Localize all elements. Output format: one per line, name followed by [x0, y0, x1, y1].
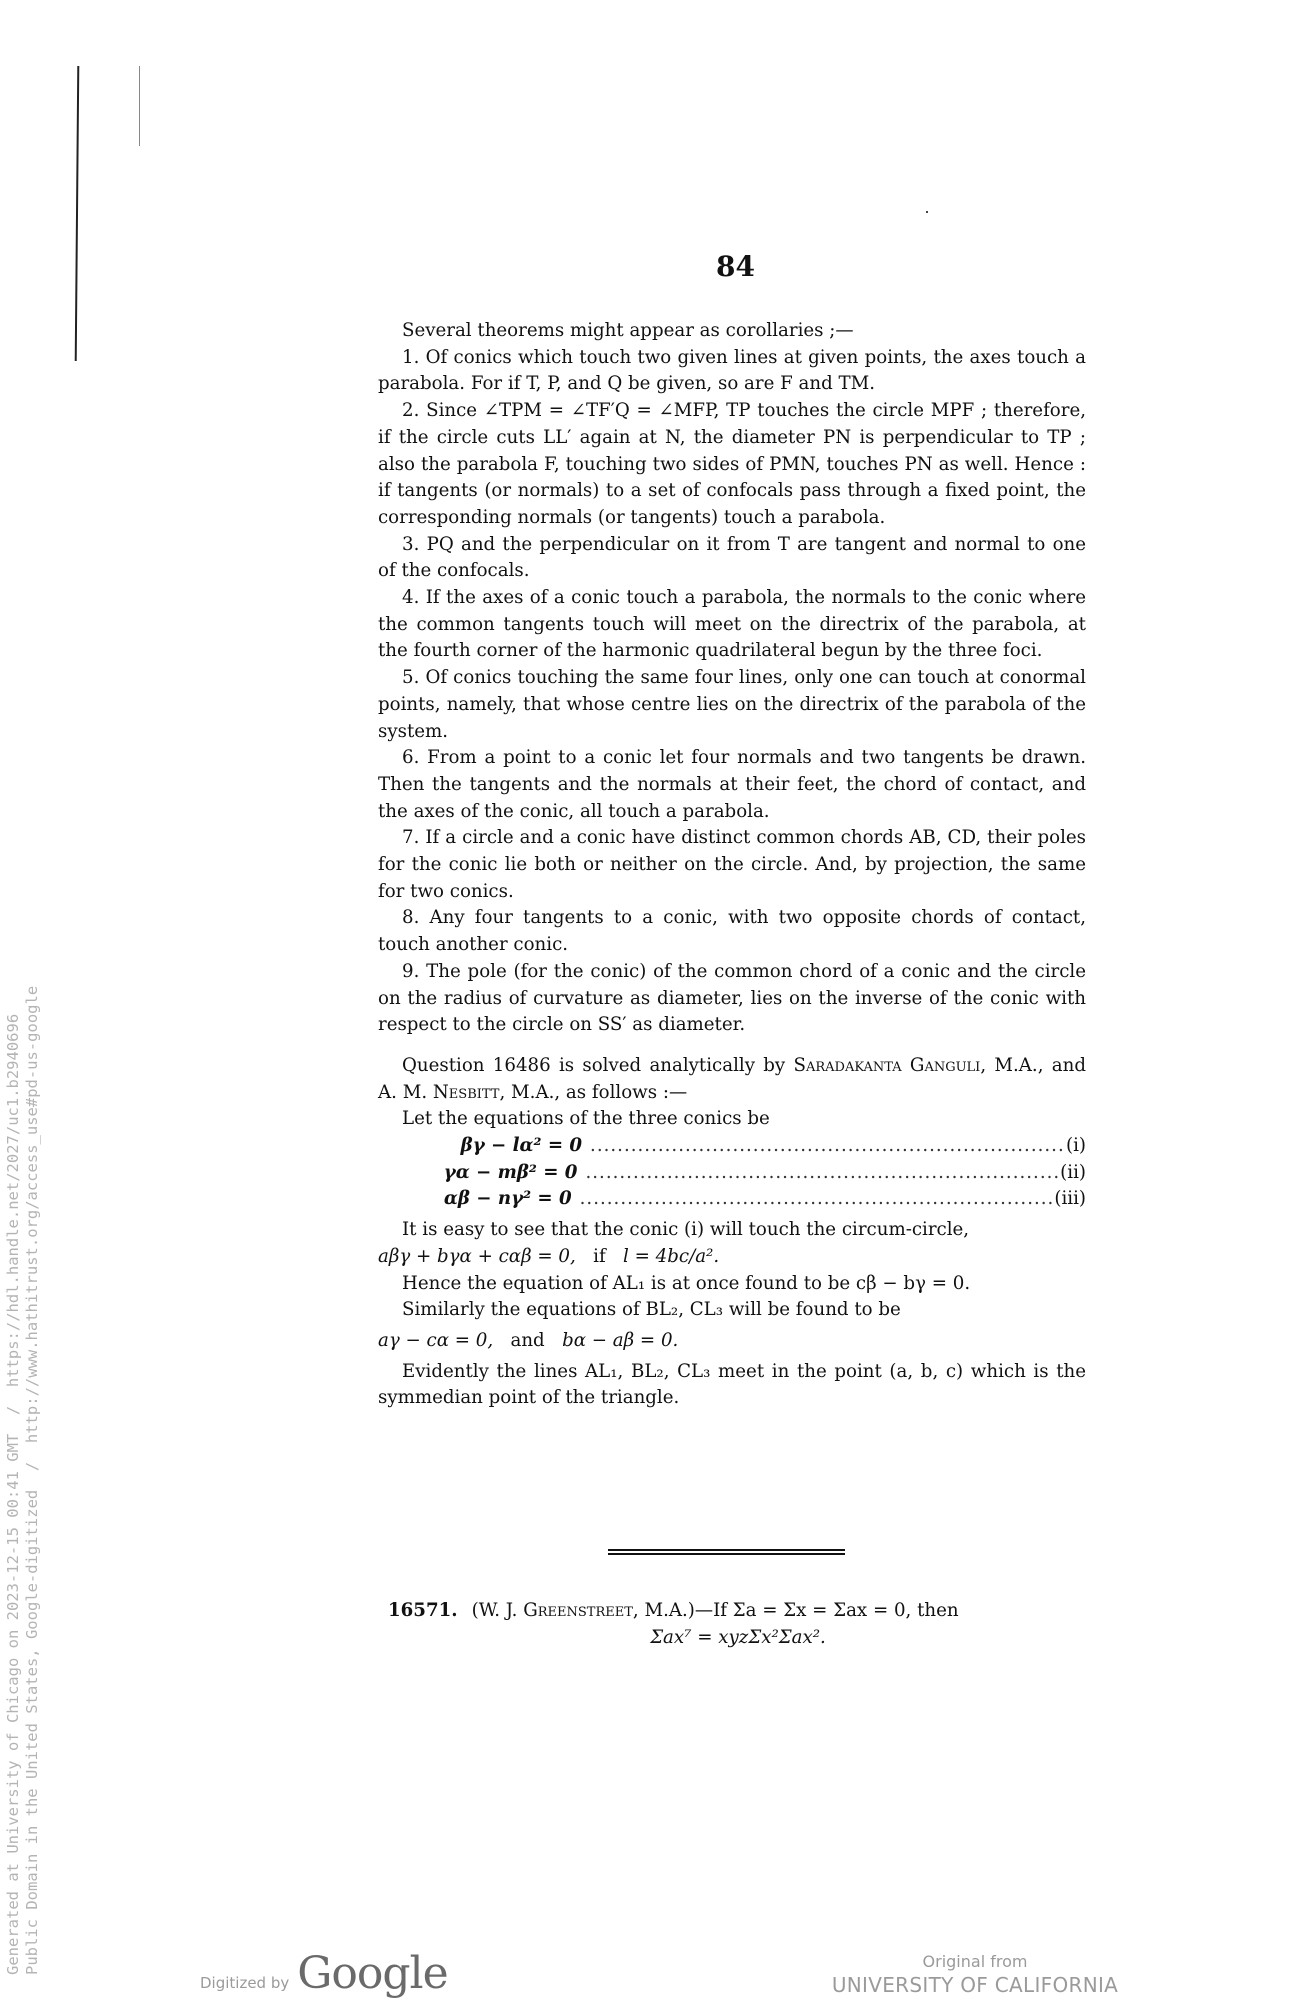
corollary-4: 4. If the axes of a conic touch a parabola, the normals to the conic where the common tangents touch will meet on the directrix of the parabola, at the fourth corner of the harmonic quadrilateral begun by the three foci.: [378, 587, 1086, 662]
scan-edge-line: [75, 66, 80, 361]
pair-and: and: [510, 1329, 545, 1351]
equation-row: [378, 1186, 1086, 1213]
scan-edge-mark: [139, 66, 140, 146]
watermark-line-2: Public Domain in the United States, Google-digitized / http://www.hathitrust.org/access_use#pd-us-google: [23, 985, 41, 1975]
institution-name: UNIVERSITY OF CALIFORNIA: [831, 1973, 1119, 1997]
question-16571: [388, 1598, 1088, 1651]
equation-expr: γα − mβ² = 0: [443, 1161, 578, 1183]
solution-intro-mid: , M.A., and A. M.: [378, 1054, 1086, 1103]
similarly-line: Similarly the equations of BL₂, CL₃ will be found to be: [402, 1299, 901, 1321]
equation-label: (ii): [1060, 1161, 1086, 1183]
page-number: 84: [716, 250, 755, 283]
pair-eq-1: aγ − cα = 0,: [378, 1329, 494, 1351]
circum-if: if: [593, 1245, 606, 1267]
corollary-2: 2. Since ∠TPM = ∠TF′Q = ∠MFP, TP touches the circle MPF ; therefore, if the circle cuts LL′ again at N, the diameter PN is perpendicular to TP ; also the parabola F, touching two sides of PMN, touches PN as well. Hence : if tangents (or normals) to a set of confocals pass through a fixed point, the corresponding normals (or tangents) touch a parabola.: [378, 400, 1086, 528]
hence-line: Hence the equation of AL₁ is at once found to be cβ − bγ = 0.: [402, 1272, 971, 1294]
question-header: [388, 1598, 1088, 1625]
question-author: Greenstreet: [523, 1600, 633, 1621]
corollary-6: 6. From a point to a conic let four normals and two tangents be drawn. Then the tangents and the normals at their feet, the chord of contact, and the axes of the conic, all touch a parabola.: [378, 747, 1086, 822]
main-text-column: [378, 318, 1086, 1412]
question-statement: , M.A.)—If Σa = Σx = Σax = 0, then: [632, 1600, 959, 1621]
author-nesbitt: Nesbitt: [432, 1081, 500, 1103]
question-formula: Σax⁷ = xyzΣx²Σax².: [650, 1626, 826, 1648]
easy-line: It is easy to see that the conic (i) will touch the circum-circle,: [402, 1219, 970, 1241]
conclusion: Evidently the lines AL₁, BL₂, CL₃ meet in the point (a, b, c) which is the symmedian point of the triangle.: [378, 1360, 1086, 1409]
original-from-label: Original from: [922, 1952, 1028, 1971]
corollaries-intro: Several theorems might appear as corollaries ;—: [402, 320, 854, 341]
leader-dots: ......................................................................: [579, 1188, 1055, 1210]
corollary-8: 8. Any four tangents to a conic, with two opposite chords of contact, touch another conic.: [378, 907, 1086, 956]
corollary-1: 1. Of conics which touch two given lines at given points, the axes touch a parabola. For if T, P, and Q be given, so are F and TM.: [378, 346, 1086, 395]
author-ganguli: Saradakanta Ganguli: [793, 1054, 981, 1076]
equation-label: (i): [1065, 1135, 1086, 1157]
circum-condition: l = 4bc/a².: [623, 1245, 720, 1267]
circum-eq: aβγ + bγα + cαβ = 0,: [378, 1245, 576, 1267]
scan-speck: [926, 211, 928, 213]
solution-intro: [378, 1053, 1086, 1106]
equation-label: (iii): [1054, 1188, 1086, 1210]
pair-equations: [378, 1328, 1086, 1355]
google-logo: Google: [297, 1948, 448, 1999]
let-line: Let the equations of the three conics be: [402, 1108, 770, 1130]
corollary-3: 3. PQ and the perpendicular on it from T are tangent and normal to one of the confocals.: [378, 533, 1086, 582]
equation-expr: αβ − nγ² = 0: [443, 1188, 572, 1210]
corollary-7: 7. If a circle and a conic have distinct common chords AB, CD, their poles for the conic lie both or neither on the circle. And, by projection, the same for two conics.: [378, 827, 1086, 902]
pair-eq-2: bα − aβ = 0.: [562, 1329, 679, 1351]
corollary-9: 9. The pole (for the conic) of the common chord of a conic and the circle on the radius of curvature as diameter, lies on the inverse of the conic with respect to the circle on SS′ as diameter.: [378, 960, 1086, 1036]
solution-intro-post: , M.A., as follows :—: [499, 1081, 688, 1103]
equation-expr: βγ − lα² = 0: [460, 1135, 583, 1157]
section-divider-double-rule: [608, 1549, 845, 1555]
leader-dots: ......................................................................: [585, 1161, 1061, 1183]
question-number: 16571.: [388, 1600, 458, 1621]
section-gap: [378, 1039, 1086, 1053]
hathitrust-watermark: [4, 986, 42, 1975]
circum-circle-equation: [378, 1244, 1086, 1271]
equation-row: [378, 1160, 1086, 1187]
question-author-pre: (W. J.: [471, 1600, 524, 1621]
solution-intro-text: Question 16486 is solved analytically by: [402, 1054, 794, 1076]
equation-row: [378, 1133, 1086, 1160]
leader-dots: ......................................................................: [590, 1135, 1065, 1157]
watermark-line-1: Generated at University of Chicago on 2023-12-15 00:41 GMT / https://hdl.handle.net/2027/uc1.b2940696: [4, 1013, 22, 1975]
original-from-mark: [830, 1952, 1120, 1998]
digitized-by-label: Digitized by: [200, 1974, 290, 1992]
corollary-5: 5. Of conics touching the same four lines, only one can touch at conormal points, namely, that whose centre lies on the directrix of the parabola of the system.: [378, 667, 1086, 742]
digitized-by-google-mark: [200, 1948, 448, 1999]
